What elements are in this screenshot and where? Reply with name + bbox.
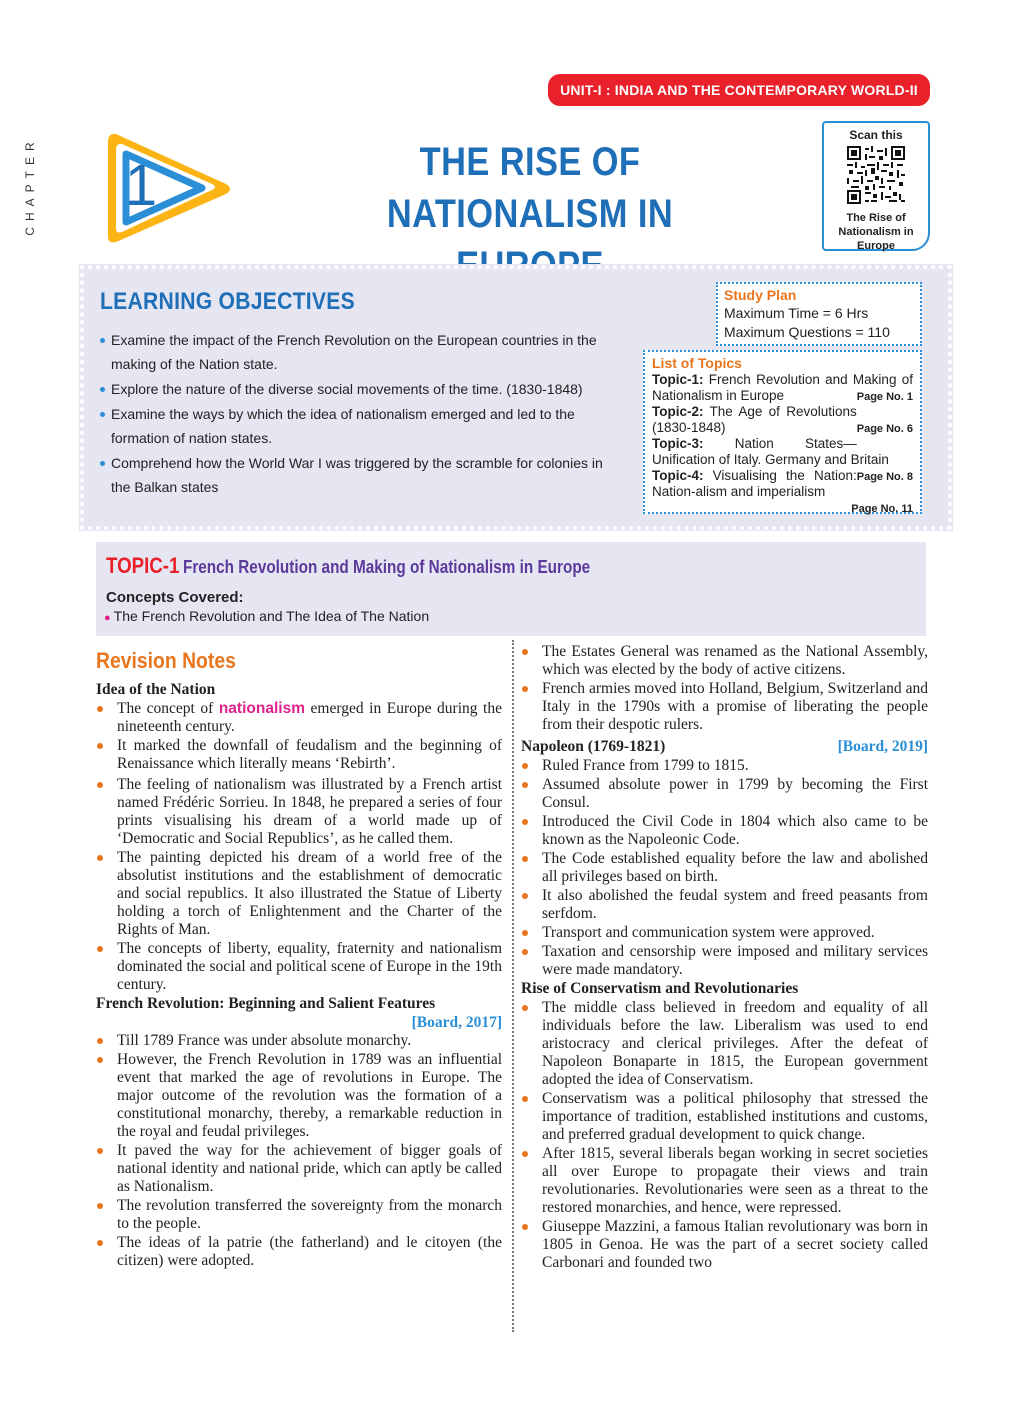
list-item: The middle class believed in freedom and equality of all individuals before the law. Liberalism was used to end aristocracy and clerical privileges. After the defeat of Napoleon Bonaparte in 1815, the European government adopted the idea of Conservatism. [521, 999, 928, 1089]
list-item: It marked the downfall of feudalism and the beginning of Renaissance which literally means ‘Rebirth’. [96, 737, 502, 773]
topics-list-box [643, 350, 922, 514]
list-item: Assumed absolute power in 1799 by becoming the First Consul. [521, 776, 928, 812]
qr-code-box[interactable] [822, 121, 930, 251]
learning-objectives-title: LEARNING OBJECTIVES [100, 288, 355, 315]
topic-list-item[interactable]: Topic-2: The Age of Revolutions (1830-1848) Page No. 6 [652, 404, 913, 435]
chapter-number: 1 [124, 153, 158, 218]
list-item: Giuseppe Mazzini, a famous Italian revolutionary was born in 1805 in Genoa. He was the part of a secret society called Carbonari and founded two [521, 1218, 928, 1272]
list-item: Introduced the Civil Code in 1804 which also came to be known as the Napoleonic Code. [521, 813, 928, 849]
list-item: Taxation and censorship were imposed and military services were made mandatory. [521, 943, 928, 979]
study-plan-box [716, 282, 922, 346]
list-item: The revolution transferred the sovereignty from the monarch to the people. [96, 1197, 502, 1233]
chapter-label: CHAPTER [23, 136, 37, 236]
topics-list-title: List of Topics [652, 355, 742, 371]
list-item: The concept of nationalism emerged in Europe during the nineteenth century. [96, 700, 502, 736]
list-item: French armies moved into Holland, Belgium, Switzerland and Italy in the 1790s with a promise of liberating the people from their despotic rulers. [521, 680, 928, 734]
list-item: Examine the ways by which the idea of nationalism emerged and led to the formation of nation states. [100, 402, 620, 450]
list-item: It paved the way for the achievement of bigger goals of national identity and national pride, which can aptly be called as Nationalism. [96, 1142, 502, 1196]
topic-list-item[interactable]: Topic-1: French Revolution and Making of Nationalism in Europe Page No. 1 [652, 372, 913, 403]
topic-number: TOPIC-1 [106, 553, 180, 578]
section-heading: Idea of the Nation [96, 681, 216, 698]
column-divider [512, 640, 514, 1332]
section-heading: Rise of Conservatism and Revolutionaries [521, 980, 799, 997]
unit-badge: UNIT-I : INDIA AND THE CONTEMPORARY WORLD-II [548, 74, 930, 106]
list-item: It also abolished the feudal system and freed peasants from serfdom. [521, 887, 928, 923]
study-plan-questions: Maximum Questions = 110 [724, 324, 890, 340]
revision-notes-title: Revision Notes [96, 648, 236, 673]
page-title: THE RISE OF NATIONALISM IN [386, 140, 674, 236]
concepts-item: ● The French Revolution and The Idea of The Nation [104, 608, 430, 624]
list-item: However, the French Revolution in 1789 was an influential event that marked the age of revolutions in Europe. The major outcome of the revolution was the formation of a constitutional monarchy, thereby, a remarkable reduction in the royal and feudal privileges. [96, 1051, 502, 1141]
list-item: Conservatism was a political philosophy that stressed the importance of tradition, established institutions and customs, and preferred gradual development to quick change. [521, 1090, 928, 1144]
topic-name: French Revolution and Making of Nationalism in Europe [182, 557, 591, 577]
list-item: Till 1789 France was under absolute monarchy. [96, 1032, 502, 1050]
list-item: Comprehend how the World War I was triggered by the scramble for colonies in the Balkan states [100, 451, 620, 499]
list-item: The feeling of nationalism was illustrated by a French artist named Frédéric Sorrieu. In 1848, he prepared a series of four prints visualising his dream of a world made up of ‘Democratic and Social Republics’, as he called them. [96, 776, 502, 848]
section-heading: Napoleon (1769-1821) [Board, 2019] [521, 738, 928, 755]
topic-list-item[interactable]: Topic-3: Nation States—Unification of Italy. Germany and Britain Page No. 8 [652, 436, 913, 483]
highlight-term: nationalism [218, 700, 305, 717]
list-item: The Code established equality before the law and abolished all privileges based on birth. [521, 850, 928, 886]
qr-code-icon [847, 146, 905, 204]
list-item: Ruled France from 1799 to 1815. [521, 757, 928, 775]
list-item: The painting depicted his dream of a world free of the absolutist institutions and the establishment of democratic and social republics. It also illustrated the Statue of Liberty holding a torch of Enlightenment and the Charter of the Rights of Man. [96, 849, 502, 939]
qr-caption: The Rise of Nationalism in Europe [838, 212, 914, 252]
concepts-heading: Concepts Covered: [106, 589, 244, 606]
section-heading: French Revolution: Beginning and Salient Features [96, 995, 436, 1012]
study-plan-title: Study Plan [724, 287, 797, 303]
qr-scan-label: Scan this [849, 128, 903, 142]
topic-list-item[interactable]: Topic-4: Visualising the Nation: Nation-alism and imperialism Page No. 11 [652, 468, 913, 515]
list-item: Explore the nature of the diverse social movements of the time. (1830-1848) [100, 377, 620, 401]
learning-objectives-list [100, 328, 620, 500]
board-tag: [Board, 2017] [411, 1014, 502, 1031]
topic-heading [106, 553, 662, 579]
left-column [96, 681, 502, 1271]
list-item: After 1815, several liberals began working in secret societies all over Europe to propagate their views and train revolutionaries. Revolutionaries were seen as a threat to the restored monarchies, and hence, were repressed. [521, 1145, 928, 1217]
study-plan-time: Maximum Time = 6 Hrs [724, 305, 869, 321]
list-item: The ideas of la patrie (the fatherland) and le citoyen (the citizen) were adopted. [96, 1234, 502, 1270]
board-tag: [Board, 2019] [837, 738, 928, 755]
list-item: Examine the impact of the French Revolution on the European countries in the making of the Nation state. [100, 328, 620, 376]
list-item: The Estates General was renamed as the National Assembly, which was elected by the body of active citizens. [521, 643, 928, 679]
list-item: Transport and communication system were approved. [521, 924, 928, 942]
right-column [521, 643, 928, 1273]
list-item: The concepts of liberty, equality, fraternity and nationalism dominated the social and political scene of Europe in the 19th century. [96, 940, 502, 994]
